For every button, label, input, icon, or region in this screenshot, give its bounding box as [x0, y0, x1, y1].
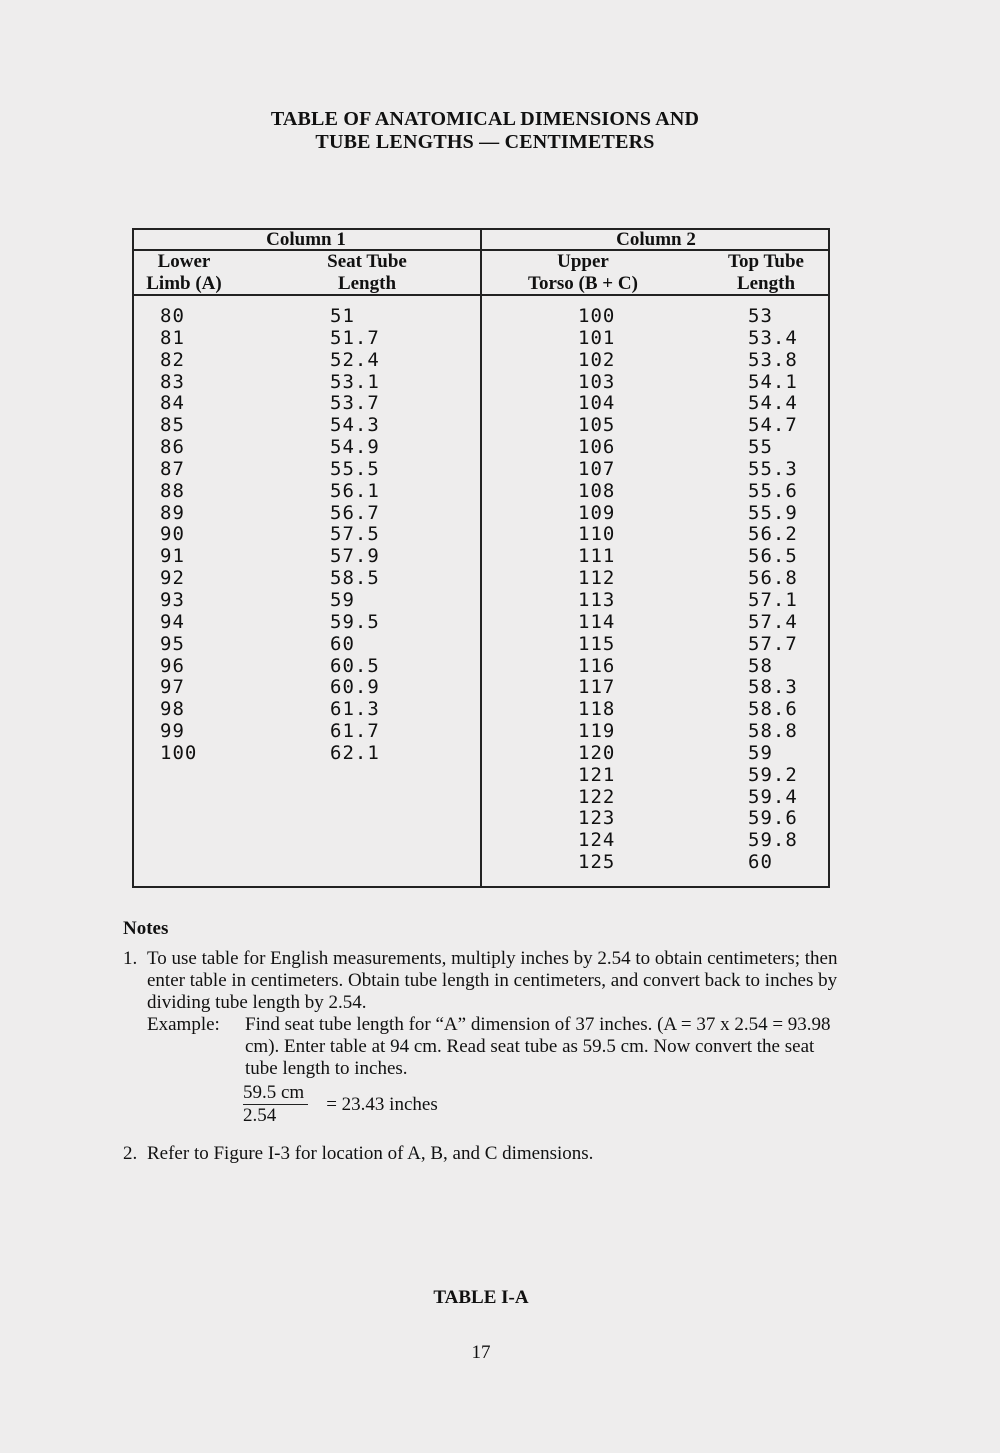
table-cell: 57.5 — [330, 523, 380, 546]
table-cell: 84 — [160, 392, 185, 415]
note-2 — [123, 1143, 843, 1165]
table-cell: 90 — [160, 523, 185, 546]
table-cell: 98 — [160, 698, 185, 721]
example — [147, 1014, 843, 1080]
table-cell: 83 — [160, 370, 185, 393]
table-center-rule — [480, 228, 482, 888]
top-tube-values — [748, 306, 798, 874]
table-cell: 119 — [578, 720, 616, 743]
page-title — [0, 108, 970, 154]
example-label: Example: — [147, 1014, 220, 1035]
table-cell: 91 — [160, 545, 185, 568]
note-1-number: 1. — [123, 948, 138, 969]
table-cell: 113 — [578, 588, 616, 611]
table-cell: 114 — [578, 610, 616, 633]
table-cell: 93 — [160, 588, 185, 611]
table-cell: 59 — [330, 588, 355, 611]
table-cell: 55 — [748, 436, 773, 459]
table-cell: 54.3 — [330, 414, 380, 437]
note-2-text: Refer to Figure I-3 for location of A, B, and C dimensions. — [147, 1143, 594, 1164]
table-cell: 55.9 — [748, 501, 798, 524]
notes-heading: Notes — [123, 918, 169, 939]
table-cell: 57.9 — [330, 545, 380, 568]
fraction-numerator: 59.5 — [243, 1082, 277, 1103]
fraction-unit: cm — [281, 1082, 305, 1103]
table-cell: 53.8 — [748, 348, 798, 371]
lower-limb-values — [160, 306, 197, 765]
table-cell: 80 — [160, 305, 185, 327]
upper-torso-header: Upper Torso (B + C) — [528, 251, 638, 294]
table-cell: 61.7 — [330, 720, 380, 743]
table-cell: 51 — [330, 305, 355, 327]
table-cell: 60 — [330, 632, 355, 655]
table-cell: 100 — [578, 305, 616, 327]
table-cell: 121 — [578, 763, 616, 786]
table-cell: 109 — [578, 501, 616, 524]
table-cell: 56.1 — [330, 479, 380, 502]
table-cell: 85 — [160, 414, 185, 437]
table-cell: 117 — [578, 676, 616, 699]
table-cell: 58.8 — [748, 720, 798, 743]
fraction-denominator: 2.54 — [243, 1105, 277, 1126]
table-cell: 55.5 — [330, 457, 380, 480]
table-cell: 101 — [578, 326, 616, 349]
table-cell: 92 — [160, 567, 185, 590]
table-cell: 94 — [160, 610, 185, 633]
table-cell: 107 — [578, 457, 616, 480]
table-cell: 53.4 — [748, 326, 798, 349]
table-caption: TABLE I-A — [433, 1287, 529, 1308]
fraction-result: = 23.43 inches — [326, 1093, 438, 1115]
table-cell: 59.6 — [748, 807, 798, 830]
table-cell: 118 — [578, 698, 616, 721]
column2-label: Column 2 — [616, 229, 696, 250]
table-cell: 95 — [160, 632, 185, 655]
table-cell: 59.8 — [748, 829, 798, 852]
table-cell: 54.7 — [748, 414, 798, 437]
table-cell: 56.8 — [748, 567, 798, 590]
table-cell: 60.9 — [330, 676, 380, 699]
table-cell: 58 — [748, 654, 773, 677]
dimensions-table — [132, 228, 830, 888]
table-cell: 115 — [578, 632, 616, 655]
table-cell: 105 — [578, 414, 616, 437]
table-cell: 110 — [578, 523, 616, 546]
table-cell: 104 — [578, 392, 616, 415]
table-cell: 54.9 — [330, 436, 380, 459]
table-cell: 52.4 — [330, 348, 380, 371]
table-cell: 57.1 — [748, 588, 798, 611]
table-cell: 53 — [748, 305, 773, 327]
table-cell: 59 — [748, 741, 773, 764]
table-cell: 58.5 — [330, 567, 380, 590]
conversion-formula — [243, 1082, 843, 1127]
table-cell: 116 — [578, 654, 616, 677]
table-cell: 88 — [160, 479, 185, 502]
column1-label: Column 1 — [266, 229, 346, 250]
table-cell: 57.4 — [748, 610, 798, 633]
table-cell: 61.3 — [330, 698, 380, 721]
table-cell: 54.1 — [748, 370, 798, 393]
table-cell: 86 — [160, 436, 185, 459]
table-cell: 106 — [578, 436, 616, 459]
table-cell: 100 — [160, 741, 198, 764]
table-cell: 102 — [578, 348, 616, 371]
table-cell: 108 — [578, 479, 616, 502]
table-cell: 124 — [578, 829, 616, 852]
table-cell: 54.4 — [748, 392, 798, 415]
table-cell: 55.3 — [748, 457, 798, 480]
table-cell: 103 — [578, 370, 616, 393]
table-cell: 60.5 — [330, 654, 380, 677]
table-cell: 53.7 — [330, 392, 380, 415]
seat-tube-header: Seat Tube Length — [327, 251, 407, 294]
table-cell: 56.2 — [748, 523, 798, 546]
table-cell: 59.2 — [748, 763, 798, 786]
table-cell: 97 — [160, 676, 185, 699]
table-cell: 53.1 — [330, 370, 380, 393]
table-cell: 120 — [578, 741, 616, 764]
top-tube-header: Top Tube Length — [728, 251, 804, 294]
page-number: 17 — [471, 1342, 491, 1363]
title-line-1: TABLE OF ANATOMICAL DIMENSIONS AND — [270, 108, 700, 130]
table-cell: 59.4 — [748, 785, 798, 808]
table-cell: 60 — [748, 851, 773, 874]
table-cell: 55.6 — [748, 479, 798, 502]
table-cell: 89 — [160, 501, 185, 524]
table-right-rule — [828, 228, 830, 888]
table-cell: 56.5 — [748, 545, 798, 568]
table-cell: 87 — [160, 457, 185, 480]
table-cell: 111 — [578, 545, 616, 568]
table-cell: 57.7 — [748, 632, 798, 655]
table-cell: 96 — [160, 654, 185, 677]
table-cell: 56.7 — [330, 501, 380, 524]
lower-limb-header: Lower Limb (A) — [146, 251, 222, 294]
table-cell: 59.5 — [330, 610, 380, 633]
table-cell: 123 — [578, 807, 616, 830]
seat-tube-values — [330, 306, 380, 765]
table-cell: 122 — [578, 785, 616, 808]
table-cell: 82 — [160, 348, 185, 371]
table-cell: 81 — [160, 326, 185, 349]
note-2-number: 2. — [123, 1143, 138, 1164]
table-cell: 58.3 — [748, 676, 798, 699]
title-line-2: TUBE LENGTHS — CENTIMETERS — [315, 131, 655, 153]
table-cell: 112 — [578, 567, 616, 590]
table-cell: 99 — [160, 720, 185, 743]
table-cell: 51.7 — [330, 326, 380, 349]
note-1 — [123, 948, 843, 1127]
note-1-text: To use table for English measurements, multiply inches by 2.54 to obtain centimeters; then enter table in centimeters. Obtain tube length in centimeters, and convert back to inches by dividing tube length by 2.54. — [147, 948, 838, 1013]
table-cell: 62.1 — [330, 741, 380, 764]
notes-section — [123, 918, 843, 1165]
table-cell: 125 — [578, 851, 616, 874]
table-left-rule — [132, 228, 134, 888]
table-cell: 58.6 — [748, 698, 798, 721]
example-text: Find seat tube length for “A” dimension of 37 inches. (A = 37 x 2.54 = 93.98 cm). Enter table at 94 cm. Read seat tube as 59.5 cm. Now convert the seat tube length to inches. — [245, 1014, 831, 1079]
upper-torso-values — [578, 306, 615, 874]
